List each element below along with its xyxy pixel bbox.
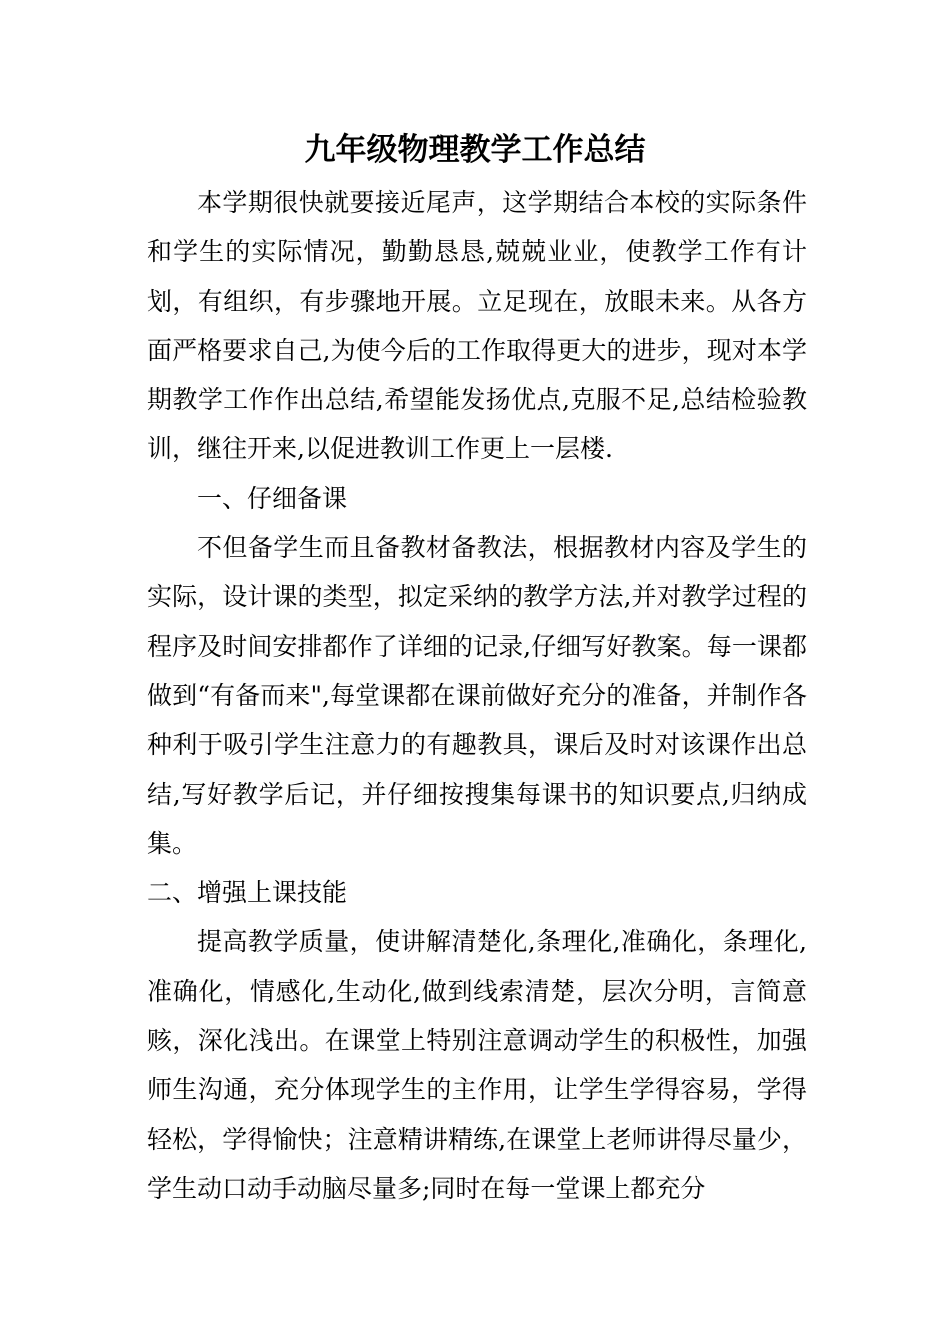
section-heading-1: 一、仔细备课 (197, 483, 348, 513)
section-2-paragraph: 提高教学质量，使讲解清楚化,条理化,准确化，条理化,准确化，情感化,生动化,做到线索清楚，层次分明，言简意赅，深化浅出。在课堂上特别注意调动学生的积极性，加强师生沟通，充分体现学生的主作用，让学生学得容易，学得轻松，学得愉快；注意精讲精练,在课堂上老师讲得尽量少，学生动口动手动脑尽量多;同时在每一堂课上都充分 (147, 927, 807, 1203)
section-1-paragraph: 不但备学生而且备教材备教法，根据教材内容及学生的实际，设计课的类型，拟定采纳的教学方法,并对教学过程的程序及时间安排都作了详细的记录,仔细写好教案。每一课都做到“有备而来",每堂课都在课前做好充分的准备，并制作各种利于吸引学生注意力的有趣教具，课后及时对该课作出总结,写好教学后记，并仔细按搜集每课书的知识要点,归纳成集。 (147, 533, 807, 858)
document-title: 九年级物理教学工作总结 (304, 132, 646, 168)
document-body (147, 178, 807, 1213)
intro-paragraph: 本学期很快就要接近尾声，这学期结合本校的实际条件和学生的实际情况，勤勤恳恳,兢兢业业，使教学工作有计划，有组织，有步骤地开展。立足现在，放眼未来。从各方面严格要求自己,为使今后的工作取得更大的进步，现对本学期教学工作作出总结,希望能发扬优点,克服不足,总结检验教训，继往开来,以促进教训工作更上一层楼. (147, 188, 807, 464)
section-heading-2: 二、增强上课技能 (147, 878, 348, 908)
